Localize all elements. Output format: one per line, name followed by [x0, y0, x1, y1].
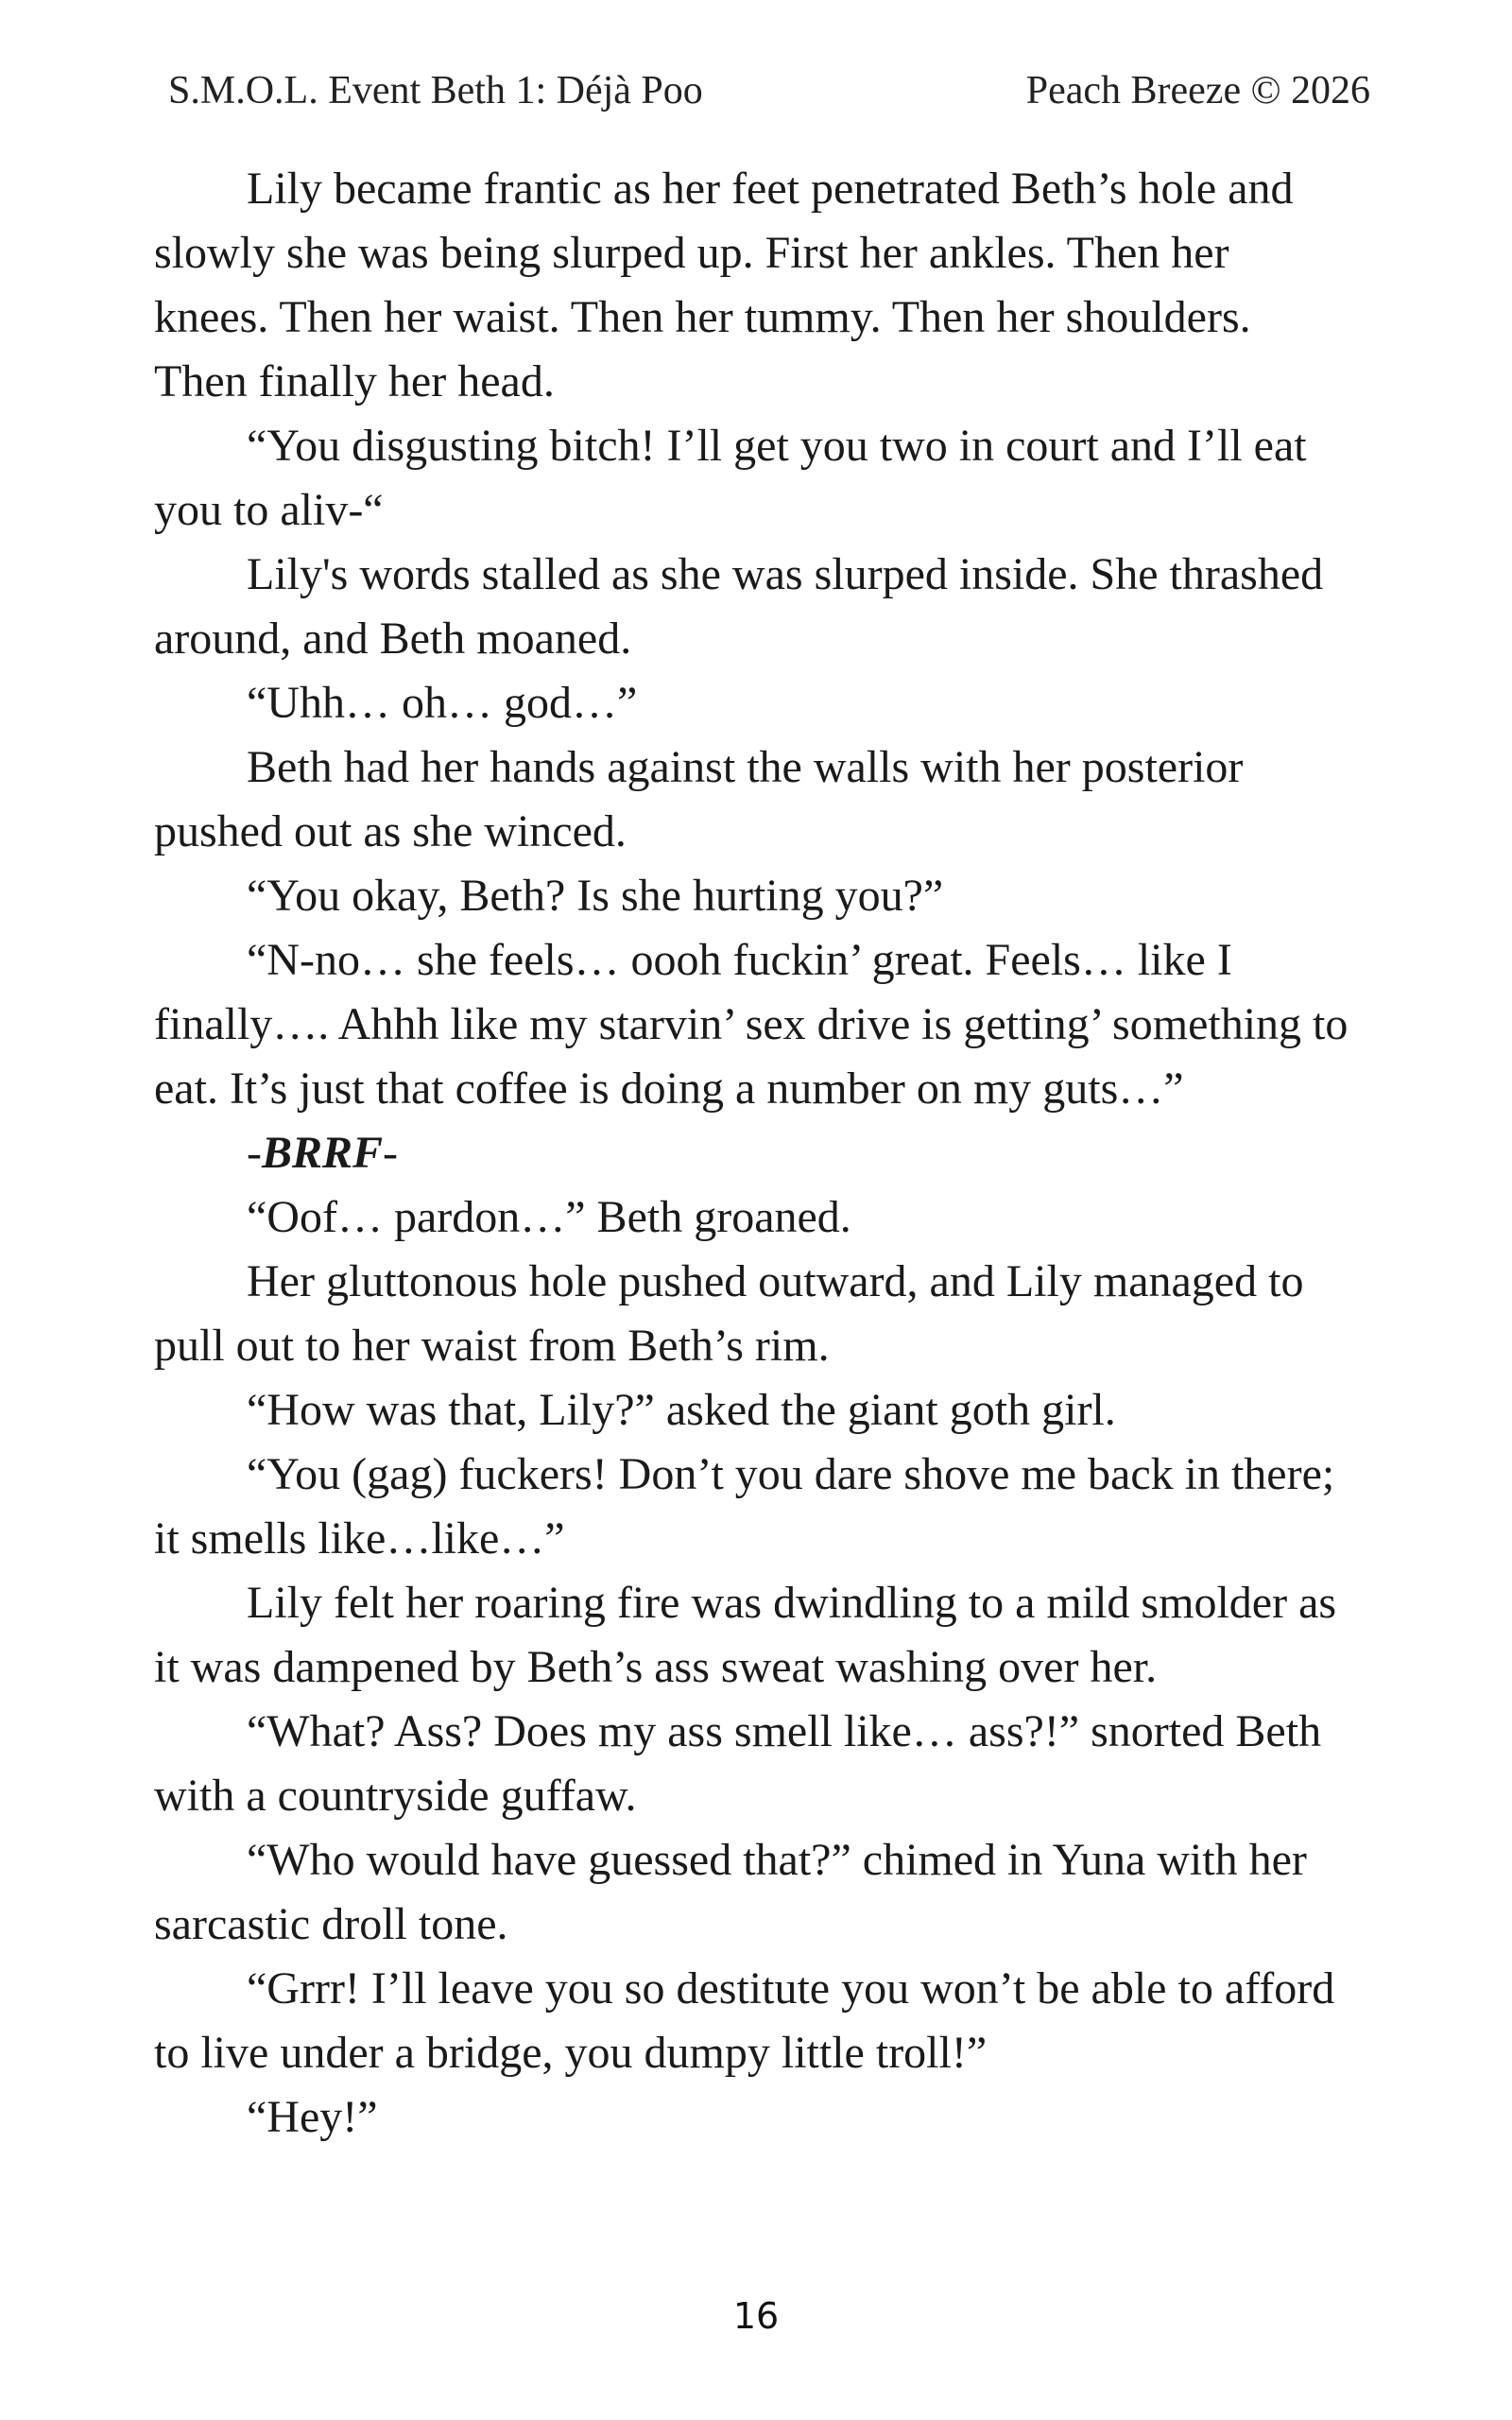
paragraph: “Oof… pardon…” Beth groaned. [247, 1192, 851, 1242]
paragraph: Beth had her hands against the walls with her posterior pushed out as she winced. [154, 742, 1244, 856]
paragraph: “You (gag) fuckers! Don’t you dare shove me back in there; it smells like…like…” [154, 1449, 1335, 1564]
page-body-text [154, 157, 1354, 2150]
paragraph: Lily felt her roaring fire was dwindling to a mild smolder as it was dampened by Beth’s ass sweat washing over her. [154, 1578, 1337, 1692]
paragraph: “Uhh… oh… god…” [247, 678, 638, 728]
page-number: 16 [732, 2295, 780, 2337]
paragraph: “What? Ass? Does my ass smell like… ass?!” snorted Beth with a countryside guffaw. [154, 1706, 1322, 1821]
header-title: S.M.O.L. Event Beth 1: Déjà Poo [168, 69, 703, 112]
paragraph: Lily became frantic as her feet penetrated Beth’s hole and slowly she was being slurped up. First her ankles. Then her knees. Then her waist. Then her tummy. Then her shoulders. Then finally her head. [154, 164, 1294, 406]
paragraph: “Who would have guessed that?” chimed in Yuna with her sarcastic droll tone. [154, 1835, 1307, 1949]
paragraph: “How was that, Lily?” asked the giant goth girl. [247, 1385, 1116, 1435]
paragraph: “Hey!” [247, 2092, 378, 2142]
paragraph: Her gluttonous hole pushed outward, and Lily managed to pull out to her waist from Beth’s rim. [154, 1256, 1304, 1371]
header-author-copyright: Peach Breeze © 2026 [1025, 69, 1370, 112]
sound-effect-prefix: - [247, 1128, 262, 1178]
paragraph: “Grrr! I’ll leave you so destitute you won’t be able to afford to live under a bridge, you dumpy little troll!” [154, 1963, 1335, 2078]
sound-effect-suffix: - [383, 1128, 399, 1178]
sound-effect-line [154, 1121, 1354, 1185]
paragraph: “N-no… she feels… oooh fuckin’ great. Feels… like I finally…. Ahhh like my starvin’ sex drive is getting’ something to eat. It’s just that coffee is doing a number on my guts…” [154, 935, 1349, 1114]
paragraph: “You disgusting bitch! I’ll get you two in court and I’ll eat you to aliv-“ [154, 421, 1307, 535]
sound-effect-word: BRRF [261, 1128, 384, 1178]
paragraph: “You okay, Beth? Is she hurting you?” [247, 871, 944, 921]
paragraph: Lily's words stalled as she was slurped inside. She thrashed around, and Beth moaned. [154, 549, 1324, 664]
running-header [168, 62, 1370, 119]
